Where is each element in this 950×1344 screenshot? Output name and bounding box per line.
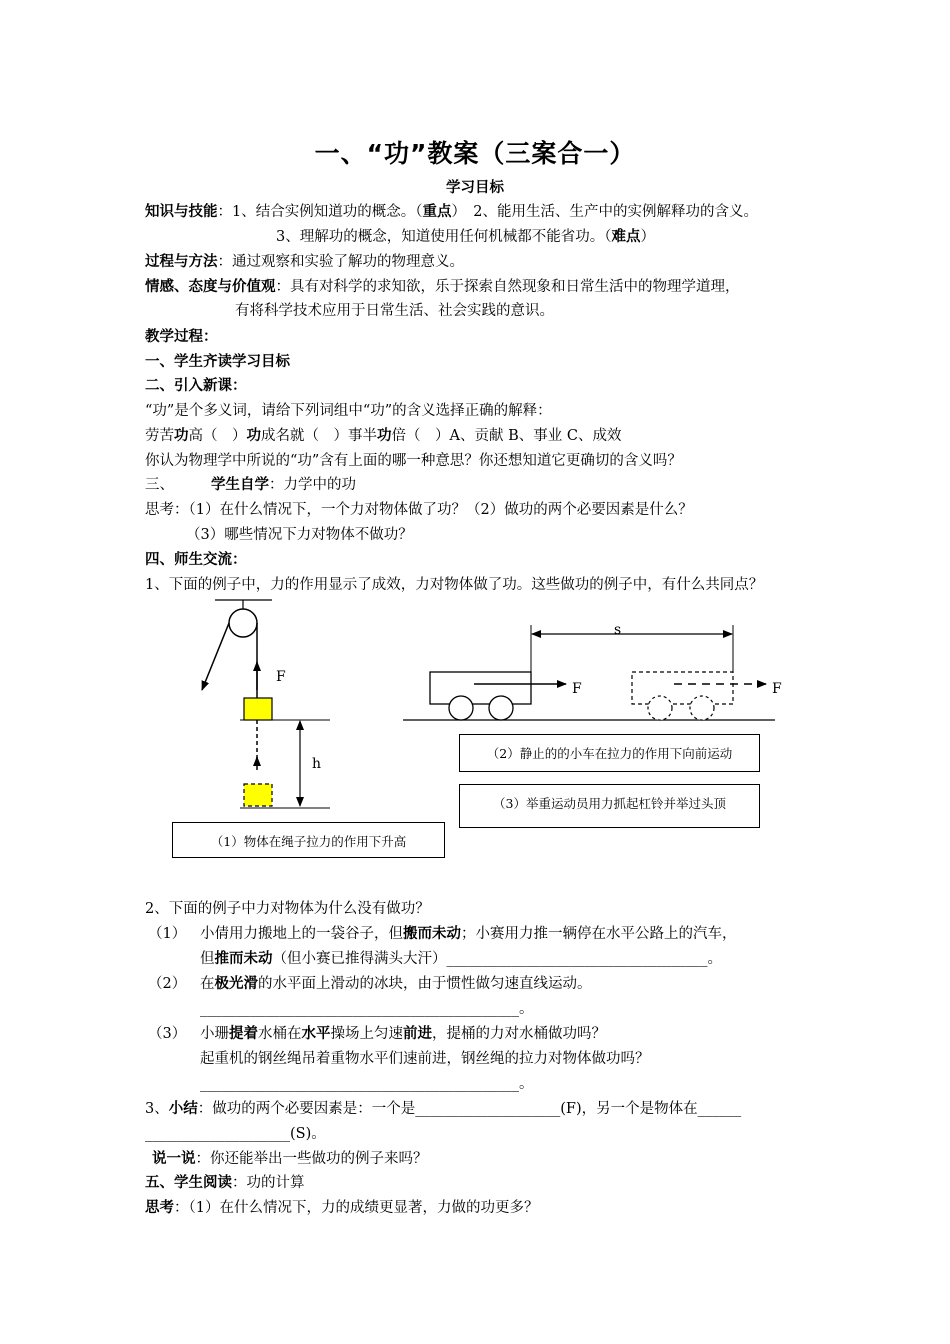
label-f-pulley: F	[276, 669, 286, 685]
emotion-text: ：具有对科学的求知欲，乐于探索自然现象和日常生活中的物理学道理，	[275, 279, 740, 295]
q2-item-2-text-b: 的水平面上滑动的冰块，由于惯性做匀速直线运动。	[258, 976, 592, 992]
knowledge-text-1: ：1、结合实例知道功的概念。（	[217, 204, 423, 220]
q2-item-3-line-2	[148, 1049, 848, 1069]
page-title: 一、“功”教案（三案合一）	[314, 139, 636, 168]
section-3-line	[145, 475, 845, 495]
intro-line-3: 你认为物理学中所说的“功”含有上面的哪一种意思？你还想知道它更确切的含义吗？	[145, 453, 682, 469]
q2-item-1-text-a: 小倩用力搬地上的一袋谷子，但	[200, 926, 403, 942]
section-3-text: ：力学中的功	[269, 477, 356, 493]
think-2-label: 思考	[145, 1200, 174, 1216]
block-original	[244, 784, 272, 806]
q3-label: 小结	[168, 1101, 198, 1117]
q2-item-2-bold: 极光滑	[214, 976, 258, 992]
question-3-line-2: ____________________(S)。	[145, 1126, 326, 1142]
q2-item-2-number: （2）	[148, 976, 187, 992]
caption-3: （3）举重运动员用力抓起杠铃并举过头顶	[459, 784, 760, 828]
q2-item-3-text-c: 操场上匀速	[330, 1026, 403, 1042]
think-line-1: 思考：（1）在什么情况下，一个力对物体做了功？（2）做功的两个必要因素是什么？	[145, 502, 693, 518]
cart-body	[430, 672, 531, 704]
intro-text-d: 倍（ ）A、贡献 B、事业 C、成效	[391, 428, 622, 444]
section-5-text: ：功的计算	[232, 1175, 305, 1191]
think-line-2: （3）哪些情况下力对物体不做功？	[186, 527, 413, 543]
q2-item-3-line-1	[148, 1024, 848, 1044]
section-4-heading: 四、师生交流：	[145, 552, 247, 568]
section-3-label: 学生自学	[211, 477, 269, 493]
label-s: s	[614, 622, 622, 638]
knowledge-label: 知识与技能	[145, 204, 218, 220]
objectives-heading: 学习目标	[446, 180, 504, 196]
emotion-line-2: 有将科学技术应用于日常生活、社会实践的意识。	[235, 303, 554, 319]
q2-item-1-text-c: 但	[200, 951, 215, 967]
q2-item-3-text-d: ，提桶的力对水桶做功吗？	[432, 1026, 606, 1042]
q2-item-1-number: （1）	[148, 926, 187, 942]
say-line	[152, 1149, 852, 1169]
pulley-assembly	[202, 600, 330, 808]
intro-bold-gong-3: 功	[377, 428, 392, 444]
q2-item-3-number: （3）	[148, 1026, 187, 1042]
intro-bold-gong-2: 功	[246, 428, 261, 444]
intro-line-2	[145, 426, 845, 446]
q2-item-1-line-2	[148, 949, 848, 969]
q2-item-3-line-3	[148, 1074, 848, 1094]
intro-text-a: 劳苦	[145, 428, 174, 444]
q3-text: ：做功的两个必要因素是：一个是____________________(F)，另一个是物体在______	[197, 1101, 742, 1117]
q2-item-1-bold-a: 搬而未动	[403, 926, 461, 942]
q2-item-3-bold-b: 水平	[301, 1026, 331, 1042]
knowledge-line2-end: ）	[640, 229, 655, 245]
section-3-number: 三、	[145, 477, 174, 493]
cart-wheel-moved-2	[690, 696, 714, 720]
think-2-line	[145, 1198, 845, 1218]
question-3-line-1	[145, 1099, 845, 1119]
emotion-label: 情感、态度与价值观	[145, 279, 276, 295]
knowledge-line2-text: 3、理解功的概念，知道使用任何机械都不能省功。（	[276, 229, 612, 245]
process-text: ：通过观察和实验了解功的物理意义。	[217, 254, 464, 270]
q3-number: 3、	[145, 1101, 169, 1117]
knowledge-line-2	[276, 227, 950, 247]
q2-item-3-blank: ____________________________________________。	[200, 1076, 534, 1092]
knowledge-line	[145, 202, 845, 222]
rope-pull-arrow	[202, 623, 229, 690]
caption-1: （1）物体在绳子拉力的作用下升高	[172, 822, 445, 858]
say-label: 说一说	[152, 1151, 196, 1167]
label-f-moved: F	[772, 681, 782, 697]
q2-item-1-bold-b: 推而未动	[214, 951, 273, 967]
intro-text-b: 高（ ）	[188, 428, 247, 444]
q2-item-1-line-1	[148, 924, 848, 944]
q2-item-2-line-1	[148, 974, 848, 994]
q2-item-3-bold-a: 提着	[229, 1026, 258, 1042]
q2-item-2-text-a: 在	[200, 976, 215, 992]
emotion-line	[145, 277, 845, 297]
q2-item-3-bold-c: 前进	[403, 1026, 432, 1042]
cart-assembly	[403, 625, 775, 720]
section-5-label: 五、学生阅读	[145, 1175, 232, 1191]
process-line	[145, 252, 845, 272]
label-f-cart: F	[572, 681, 582, 697]
knowledge-text-2: ） 2、能用生活、生产中的实例解释功的含义。	[451, 204, 758, 220]
section-2-heading: 二、引入新课：	[145, 378, 247, 394]
key-point-label: 重点	[422, 204, 452, 220]
question-2: 2、下面的例子中力对物体为什么没有做功？	[145, 901, 430, 917]
cart-body-moved	[632, 672, 733, 704]
intro-bold-gong-1: 功	[174, 428, 189, 444]
question-1: 1、下面的例子中，力的作用显示了成效，力对物体做了功。这些做功的例子中，有什么共同点？	[145, 577, 764, 593]
think-2-text: ：（1）在什么情况下，力的成绩更显著，力做的功更多？	[174, 1200, 539, 1216]
section-1-heading: 一、学生齐读学习目标	[145, 354, 290, 370]
q2-item-3-text-e: 起重机的钢丝绳吊着重物水平们速前进，钢丝绳的拉力对物体做功吗？	[200, 1051, 650, 1067]
difficult-point-label: 难点	[611, 229, 641, 245]
label-h: h	[312, 756, 322, 772]
intro-text-c: 成名就（ ）事半	[261, 428, 377, 444]
cart-wheel-moved-1	[648, 696, 672, 720]
q2-item-3-text-b: 水桶在	[258, 1026, 302, 1042]
q2-item-1-text-b: ；小赛用力推一辆停在水平公路上的汽车，	[461, 926, 737, 942]
q2-item-2-line-2	[148, 999, 848, 1019]
intro-line-1: “功”是个多义词，请给下列词组中“功”的含义选择正确的解释：	[145, 403, 552, 419]
teaching-process-heading: 教学过程：	[145, 329, 218, 345]
q2-item-2-blank: ____________________________________________。	[200, 1001, 534, 1017]
cart-wheel-1	[449, 696, 473, 720]
pulley-wheel	[229, 609, 257, 637]
caption-2: （2）静止的的小车在拉力的作用下向前运动	[459, 734, 760, 772]
section-5-line	[145, 1173, 845, 1193]
process-label: 过程与方法	[145, 254, 218, 270]
block-raised	[244, 698, 272, 720]
q2-item-3-text-a: 小珊	[200, 1026, 229, 1042]
say-text: ：你还能举出一些做功的例子来吗？	[195, 1151, 428, 1167]
cart-wheel-2	[489, 696, 513, 720]
q2-item-1-blank: （但小赛已推得满头大汗）____________________________________。	[272, 951, 722, 967]
